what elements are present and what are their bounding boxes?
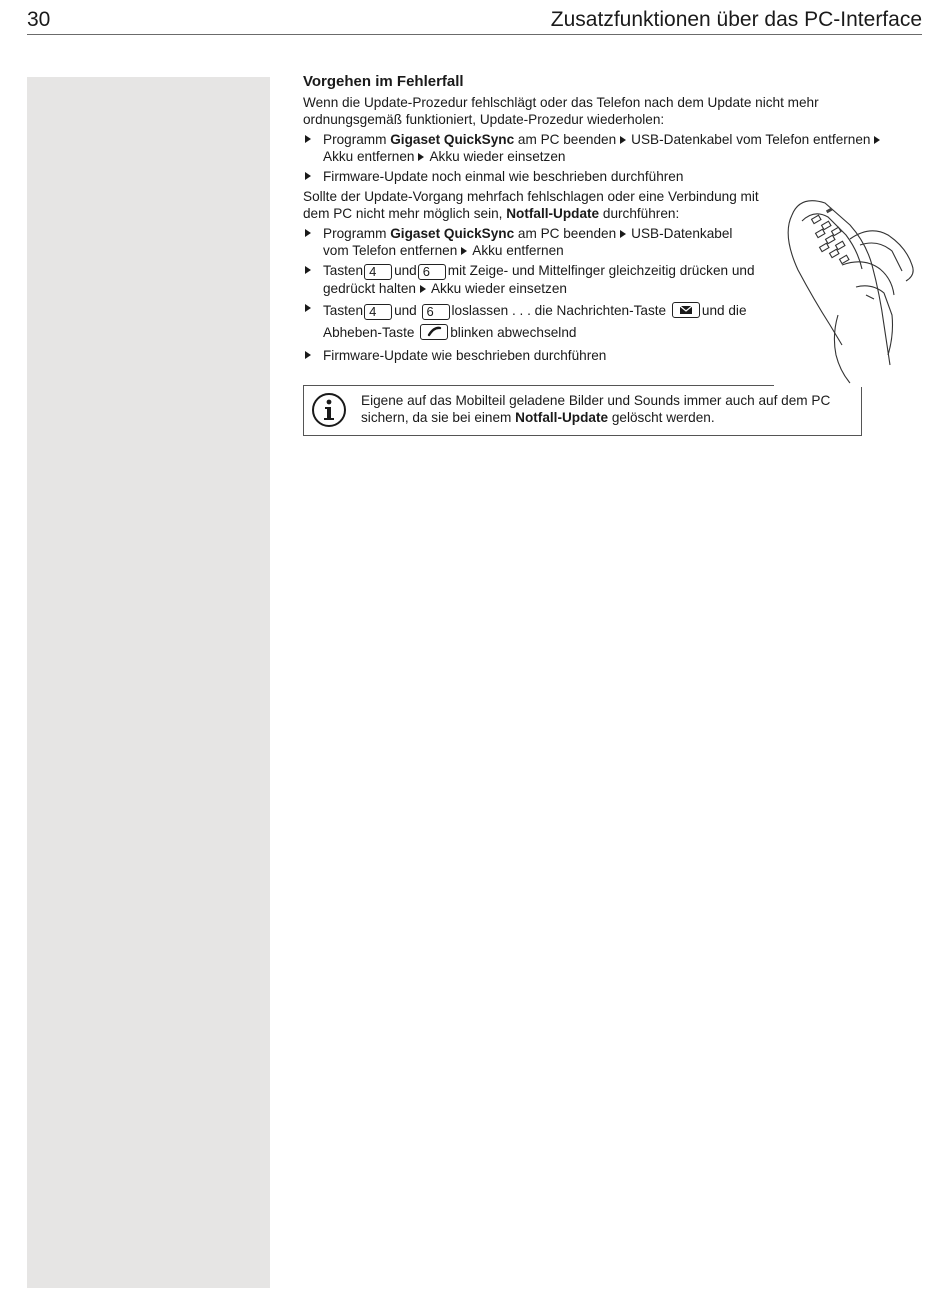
triangle-right-icon — [305, 304, 311, 312]
triangle-right-icon — [874, 136, 880, 144]
triangle-right-icon — [305, 351, 311, 359]
envelope-icon — [672, 302, 700, 318]
key-4-keycap: 4 — [364, 264, 392, 280]
key-6-keycap: 6 — [418, 264, 446, 280]
list-item: Tasten 4 und 6 mit Zeige- und Mittelfinger gleichzeitig drücken und gedrückt halten Akku wieder einsetzen — [303, 262, 761, 297]
triangle-right-icon — [305, 135, 311, 143]
page-header — [27, 6, 922, 35]
info-text: Eigene auf das Mobilteil geladene Bilder und Sounds immer auch auf dem PC sichern, da sie bei einem Notfall-Update gelöscht werden. — [361, 393, 831, 425]
page-number: 30 — [27, 8, 51, 31]
emergency-steps-list — [303, 225, 761, 364]
triangle-right-icon — [305, 229, 311, 237]
triangle-right-icon — [461, 247, 467, 255]
list-item: Tasten 4 und 6 loslassen . . . die Nachrichten-Taste und die Abheben-Taste blinken abwechselnd — [303, 300, 761, 344]
phone-hand-illustration — [780, 195, 920, 387]
triangle-right-icon — [420, 285, 426, 293]
info-box — [303, 385, 862, 436]
info-circle-icon — [311, 392, 347, 428]
intro-paragraph: Wenn die Update-Prozedur fehlschlägt oder das Telefon nach dem Update nicht mehr ordnungsgemäß funktioniert, Update-Prozedur wiederholen: — [303, 95, 819, 127]
emergency-paragraph: Sollte der Update-Vorgang mehrfach fehlschlagen oder eine Verbindung mit dem PC nicht mehr möglich sein, Notfall-Update durchführen: — [303, 189, 759, 221]
triangle-right-icon — [620, 230, 626, 238]
handset-icon — [420, 324, 448, 340]
repeat-steps-list — [303, 131, 913, 185]
triangle-right-icon — [305, 266, 311, 274]
list-item: Firmware-Update noch einmal wie beschrieben durchführen — [303, 168, 913, 185]
triangle-right-icon — [620, 136, 626, 144]
list-item: Programm Gigaset QuickSync am PC beenden USB-Datenkabel vom Telefon entfernenAkku entfernen Akku wieder einsetzen — [303, 131, 913, 165]
list-item: Programm Gigaset QuickSync am PC beenden USB-Datenkabel vom Telefon entfernen Akku entfernen — [303, 225, 761, 259]
list-item: Firmware-Update wie beschrieben durchführen — [303, 347, 761, 364]
triangle-right-icon — [418, 153, 424, 161]
sidebar-panel — [27, 77, 270, 1288]
section-heading: Vorgehen im Fehlerfall — [303, 73, 464, 90]
key-6-keycap: 6 — [422, 304, 450, 320]
key-4-keycap: 4 — [364, 304, 392, 320]
triangle-right-icon — [305, 172, 311, 180]
page-title: Zusatzfunktionen über das PC-Interface — [550, 8, 922, 31]
